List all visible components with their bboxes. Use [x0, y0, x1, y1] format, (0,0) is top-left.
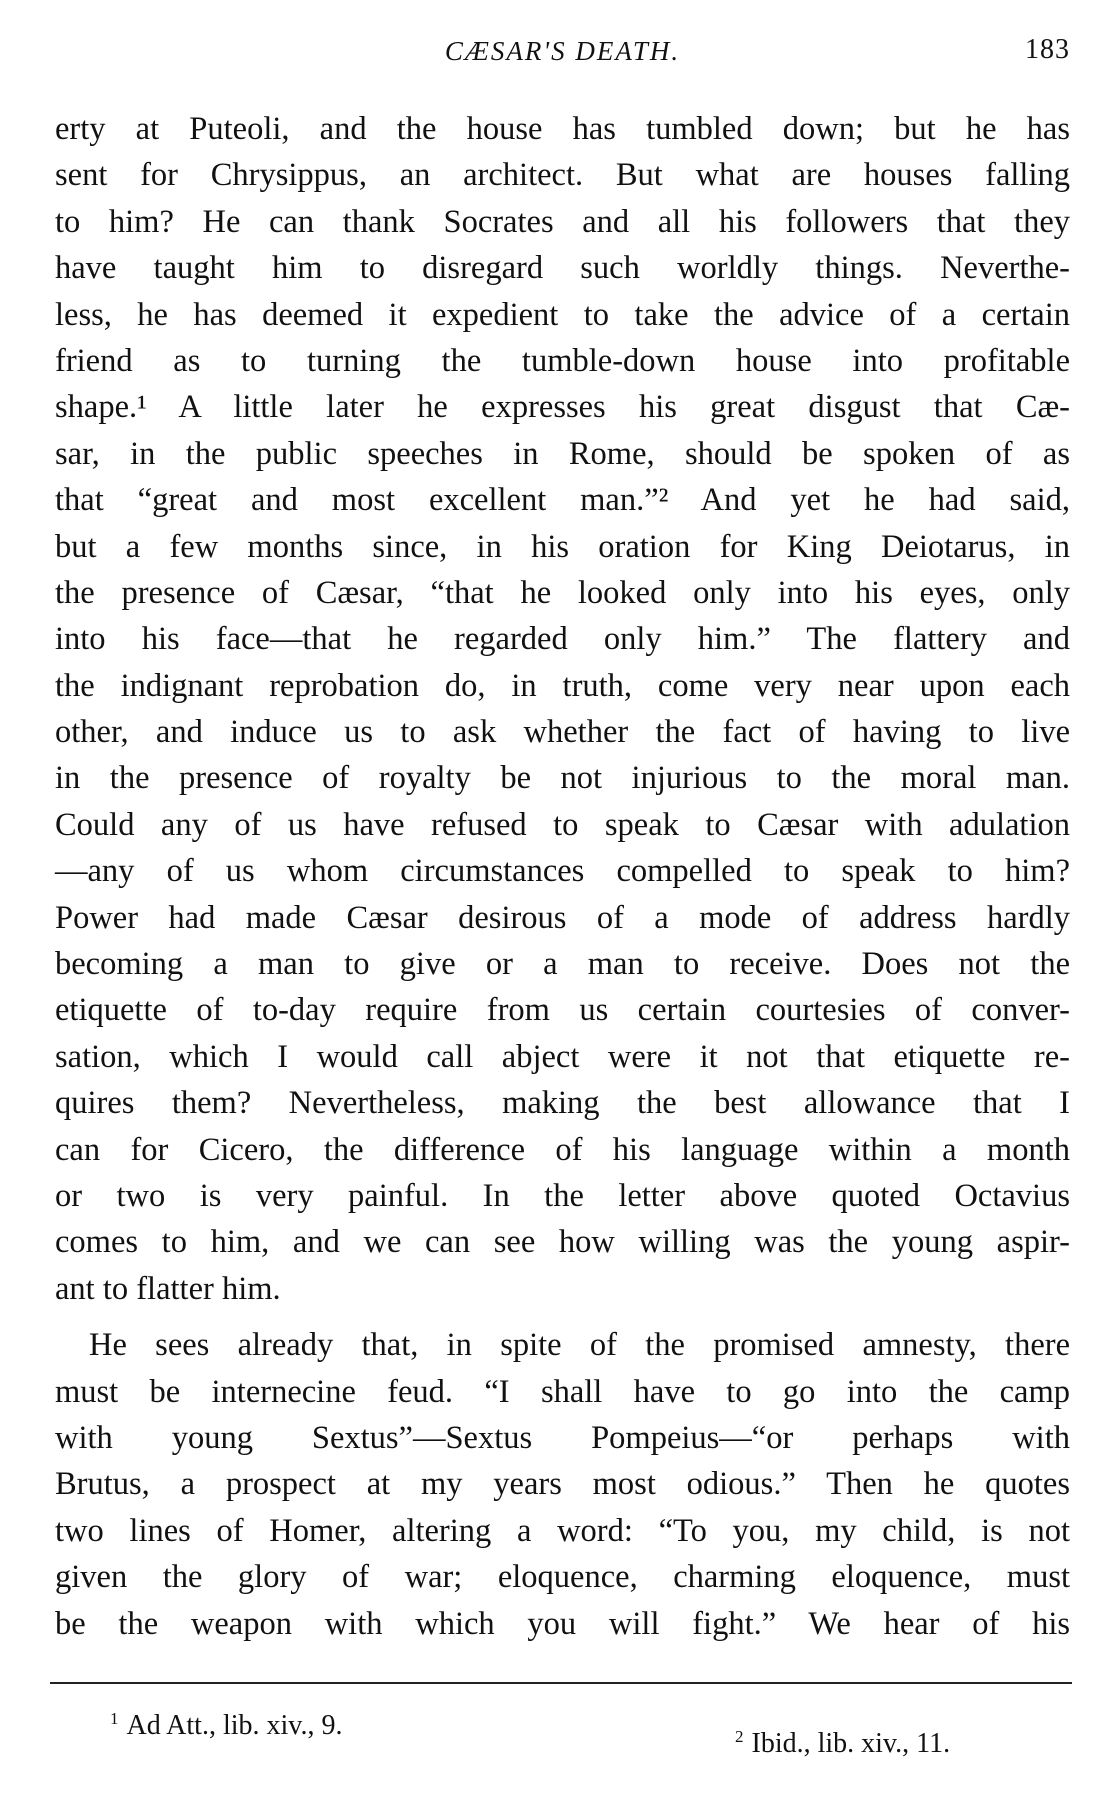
page-number: 183 [1025, 34, 1070, 65]
text-line: have taught him to disregard such worldly things. Neverthe- [55, 250, 1070, 287]
text-line: quires them? Nevertheless, making the best allowance that I [55, 1085, 1070, 1122]
text-line: the indignant reprobation do, in truth, come very near upon each [55, 667, 1070, 704]
footnote-text: Ad Att., lib. xiv., 9. [126, 1710, 343, 1741]
text-line: given the glory of war; eloquence, charming eloquence, must [55, 1559, 1070, 1596]
text-line: that “great and most excellent man.”² And yet he had said, [55, 482, 1070, 519]
text-line: comes to him, and we can see how willing was the young aspir- [55, 1224, 1070, 1261]
text-line: friend as to turning the tumble-down house into profitable [55, 342, 1070, 379]
body-text [55, 106, 1070, 1647]
text-line: less, he has deemed it expedient to take the advice of a certain [55, 296, 1070, 333]
text-line: Could any of us have refused to speak to Cæsar with adulation [55, 806, 1070, 843]
text-line: two lines of Homer, altering a word: “To you, my child, is not [55, 1512, 1070, 1549]
paragraph-gap [55, 1312, 1070, 1322]
text-line: He sees already that, in spite of the promised amnesty, there [89, 1327, 1070, 1364]
text-line: sar, in the public speeches in Rome, should be spoken of as [55, 435, 1070, 472]
text-line: erty at Puteoli, and the house has tumbled down; but he has [55, 111, 1070, 147]
footnote-mark: 1 [110, 1708, 119, 1728]
text-line: must be internecine feud. “I shall have to go into the camp [55, 1373, 1070, 1410]
text-line: becoming a man to give or a man to receive. Does not the [55, 946, 1070, 983]
running-title: CÆSAR'S DEATH. [444, 36, 681, 66]
running-head [55, 30, 1070, 70]
footnote-2 [735, 1728, 950, 1760]
text-line: ant to flatter him. [55, 1270, 281, 1307]
text-line: —any of us whom circumstances compelled to speak to him? [55, 853, 1070, 890]
text-line: or two is very painful. In the letter above quoted Octavius [55, 1177, 1070, 1214]
text-line: to him? He can thank Socrates and all his followers that they [55, 203, 1070, 240]
text-line: etiquette of to-day require from us certain courtesies of conver- [55, 992, 1070, 1029]
text-line: shape.¹ A little later he expresses his great disgust that Cæ- [55, 389, 1070, 426]
footnote-rule [50, 1682, 1072, 1684]
text-line: the presence of Cæsar, “that he looked only into his eyes, only [55, 574, 1070, 611]
text-line: in the presence of royalty be not injurious to the moral man. [55, 760, 1070, 797]
text-line: other, and induce us to ask whether the fact of having to live [55, 714, 1070, 751]
text-line: with young Sextus”—Sextus Pompeius—“or perhaps with [55, 1419, 1070, 1456]
text-line: but a few months since, in his oration for King Deiotarus, in [55, 528, 1070, 565]
footnotes [55, 1700, 1070, 1780]
text-line: Brutus, a prospect at my years most odious.” Then he quotes [55, 1466, 1070, 1503]
text-line: can for Cicero, the difference of his language within a month [55, 1131, 1070, 1168]
footnote-1 [110, 1710, 342, 1742]
footnote-mark: 2 [735, 1726, 744, 1746]
text-line: sent for Chrysippus, an architect. But what are houses falling [55, 157, 1070, 194]
footnote-text: Ibid., lib. xiv., 11. [751, 1728, 951, 1759]
text-line: Power had made Cæsar desirous of a mode of address hardly [55, 899, 1070, 936]
text-line: be the weapon with which you will fight.” We hear of his [55, 1605, 1070, 1642]
text-line: sation, which I would call abject were it not that etiquette re- [55, 1038, 1070, 1075]
text-line: into his face—that he regarded only him.” The flattery and [55, 621, 1070, 658]
